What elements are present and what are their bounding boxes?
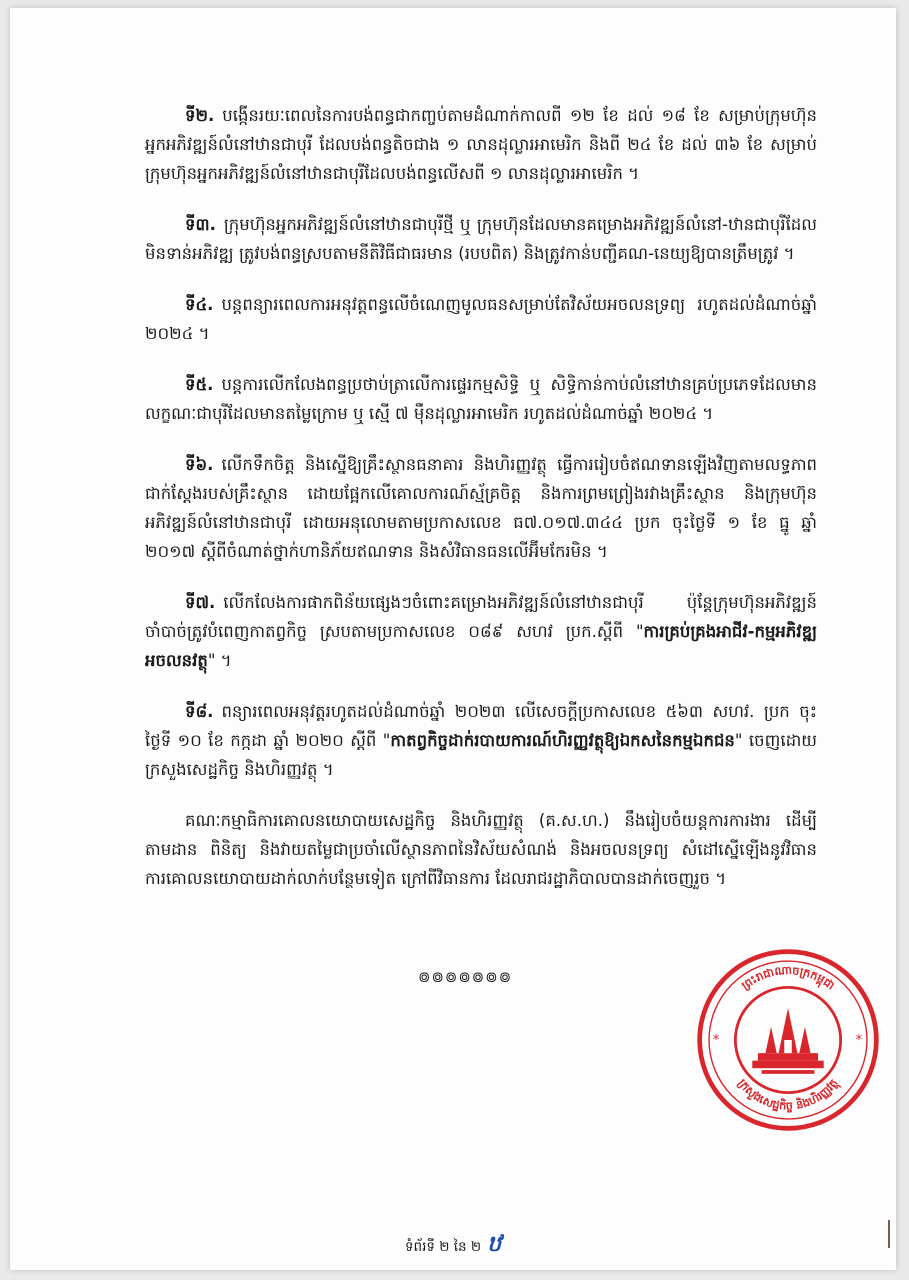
paragraph-2 (145, 101, 817, 188)
paragraph-number: ទី២. (185, 106, 215, 125)
paragraph-bold-title: កាតព្វកិច្ចដាក់របាយការណ៍ហិរញ្ញវត្ថុឱ្យឯកសនៃកម្មឯកជន (390, 731, 735, 750)
svg-text:*: * (712, 1032, 720, 1048)
paragraph-5 (145, 370, 817, 428)
paragraph-text: លើកលែងការផាកពិន័យផ្សេងៗចំពោះគម្រោងអភិវឌ្ឍន៍លំនៅឋានជាបុរី ប៉ុន្តែក្រុមហ៊ុនអភិវឌ្ឍន៍ចាំបាច់ត្រូវបំពេញកាតព្វកិច្ច ស្របតាមប្រកាសលេខ ០៨៩ សហវ ប្រក.ស្តីពី " (145, 593, 817, 641)
document-body (145, 101, 817, 915)
paragraph-text: បន្តការលើកលែងពន្ធប្រថាប់ត្រាលើការផ្ទេរកម្មសិទ្ធិ ឬ សិទ្ធិកាន់កាប់លំនៅឋានគ្រប់ប្រភេទដែលមានលក្ខណៈជាបុរីដែលមានតម្លៃក្រោម ឬ ស្មើ ៧ ម៉ឺនដុល្លារអាមេរិក រហូតដល់ដំណាច់ឆ្នាំ ២០២៤ ។ (145, 375, 817, 423)
paragraph-8 (145, 697, 817, 784)
closing-paragraph (145, 806, 817, 893)
page-number: ទំព័រទី ២ នៃ ២ (404, 1239, 482, 1255)
paragraph-number: ទី៦. (185, 455, 214, 474)
svg-text:*: * (855, 1032, 863, 1048)
reference-code: ៙៙៙៙៙៙៙ (418, 968, 513, 986)
paragraph-text: លើកទឹកចិត្ត និងស្នើឱ្យគ្រឹះស្ថានធនាគារ និងហិរញ្ញវត្ថុ ធ្វើការរៀបចំឥណទានឡើងវិញតាមលទ្ធភាពជាក់ស្តែងរបស់គ្រឹះស្ថាន ដោយផ្អែកលើគោលការណ៍ស្ម័គ្រចិត្ត និងការព្រមព្រៀងរវាងគ្រឹះស្ថាន និងក្រុមហ៊ុនអភិវឌ្ឍន៍លំនៅឋានជាបុរី ដោយអនុលោមតាមប្រកាសលេខ ធ៧.០១៧.៣៤៤ ប្រក ចុះថ្ងៃទី ១ ខែ ធ្នូ ឆ្នាំ ២០១៧ ស្តីពីចំណាត់ថ្នាក់ហានិភ័យឥណទាន និងសំវិធានធនលើអ៊ីមកែរមិន ។ (145, 455, 817, 561)
handwritten-initial: ឋ (487, 1232, 502, 1257)
paragraph-text: គណៈកម្មាធិការគោលនយោបាយសេដ្ឋកិច្ច និងហិរញ្ញវត្ថុ (គ.ស.ហ.) នឹងរៀបចំយន្តការការងារ ដើម្បីតាមដាន ពិនិត្យ និងវាយតម្លៃជាប្រចាំលើស្ថានភាពនៃវិស័យសំណង់ និងអចលនទ្រព្យ សំដៅស្នើឡើងនូវវិធានការគោលនយោបាយដាក់លាក់បន្ថែមទៀត ក្រៅពីវិធានការ ដែលរាជរដ្ឋាភិបាលបានដាក់ចេញរួច ។ (145, 811, 817, 888)
paragraph-6 (145, 450, 817, 566)
paragraph-text: ពន្យារពេលអនុវត្តរហូតដល់ដំណាច់ឆ្នាំ ២០២៣ លើសេចក្តីប្រកាសលេខ ៥៦៣ សហវ. ប្រក ចុះថ្ងៃទី ១០ ខែ កក្កដា ឆ្នាំ ២០២០ ស្តីពី " (145, 702, 817, 750)
official-seal-icon (694, 946, 882, 1134)
page-footer (10, 1230, 896, 1262)
paragraph-tail: " ចេញដោយក្រសួងសេដ្ឋកិច្ច និងហិរញ្ញវត្ថុ ។ (145, 731, 817, 779)
paragraph-number: ទី៥. (185, 375, 214, 394)
paragraph-text: បង្កើនរយៈពេលនៃការបង់ពន្ធជាកញ្ចប់តាមដំណាក់កាលពី ១២ ខែ ដល់ ១៨ ខែ សម្រាប់ក្រុមហ៊ុនអ្នកអភិវឌ្ឍន៍លំនៅឋានជាបុរី ដែលបង់ពន្ធតិចជាង ១ លានដុល្លារអាមេរិក និងពី ២៤ ខែ ដល់ ៣៦ ខែ សម្រាប់ក្រុមហ៊ុនអ្នកអភិវឌ្ឍន៍លំនៅឋានជាបុរីដែលបង់ពន្ធលើសពី ១ លានដុល្លារអាមេរិក ។ (145, 106, 817, 183)
paragraph-4 (145, 290, 817, 348)
paragraph-3 (145, 210, 817, 268)
paragraph-number: ទី៨. (185, 702, 214, 721)
document-page (10, 8, 896, 1270)
paragraph-number: ទី៧. (185, 593, 216, 612)
seal-top-text: ព្រះរាជាណាចក្រកម្ពុជា (739, 963, 837, 993)
paragraph-text: បន្តពន្យារពេលការអនុវត្តពន្ធលើចំណេញមូលធនសម្រាប់តែវិស័យអចលនទ្រព្យ រហូតដល់ដំណាច់ឆ្នាំ ២០២៤ ។ (145, 295, 817, 343)
scan-edge-mark (888, 1220, 890, 1248)
paragraph-7 (145, 588, 817, 675)
paragraph-text: ក្រុមហ៊ុនអ្នកអភិវឌ្ឍន៍លំនៅឋានជាបុរីថ្មី ឬ ក្រុមហ៊ុនដែលមានគម្រោងអភិវឌ្ឍន៍លំនៅ-ឋានជាបុរីដែលមិនទាន់អភិវឌ្ឍ ត្រូវបង់ពន្ធស្របតាមនីតិវិធីជាធរមាន (របបពិត) និងត្រូវកាន់បញ្ជីគណ-នេយ្យឱ្យបានត្រឹមត្រូវ ។ (145, 215, 817, 263)
paragraph-number: ទី៣. (185, 215, 216, 234)
seal-bottom-text: ក្រសួងសេដ្ឋកិច្ច និងហិរញ្ញវត្ថុ (735, 1076, 841, 1113)
paragraph-tail: " ។ (207, 651, 232, 670)
paragraph-number: ទី៤. (185, 295, 214, 314)
paragraph-bold-title: ការគ្រប់គ្រងអាជីវ-កម្មអភិវឌ្ឍអចលនវត្ថុ (145, 622, 817, 670)
